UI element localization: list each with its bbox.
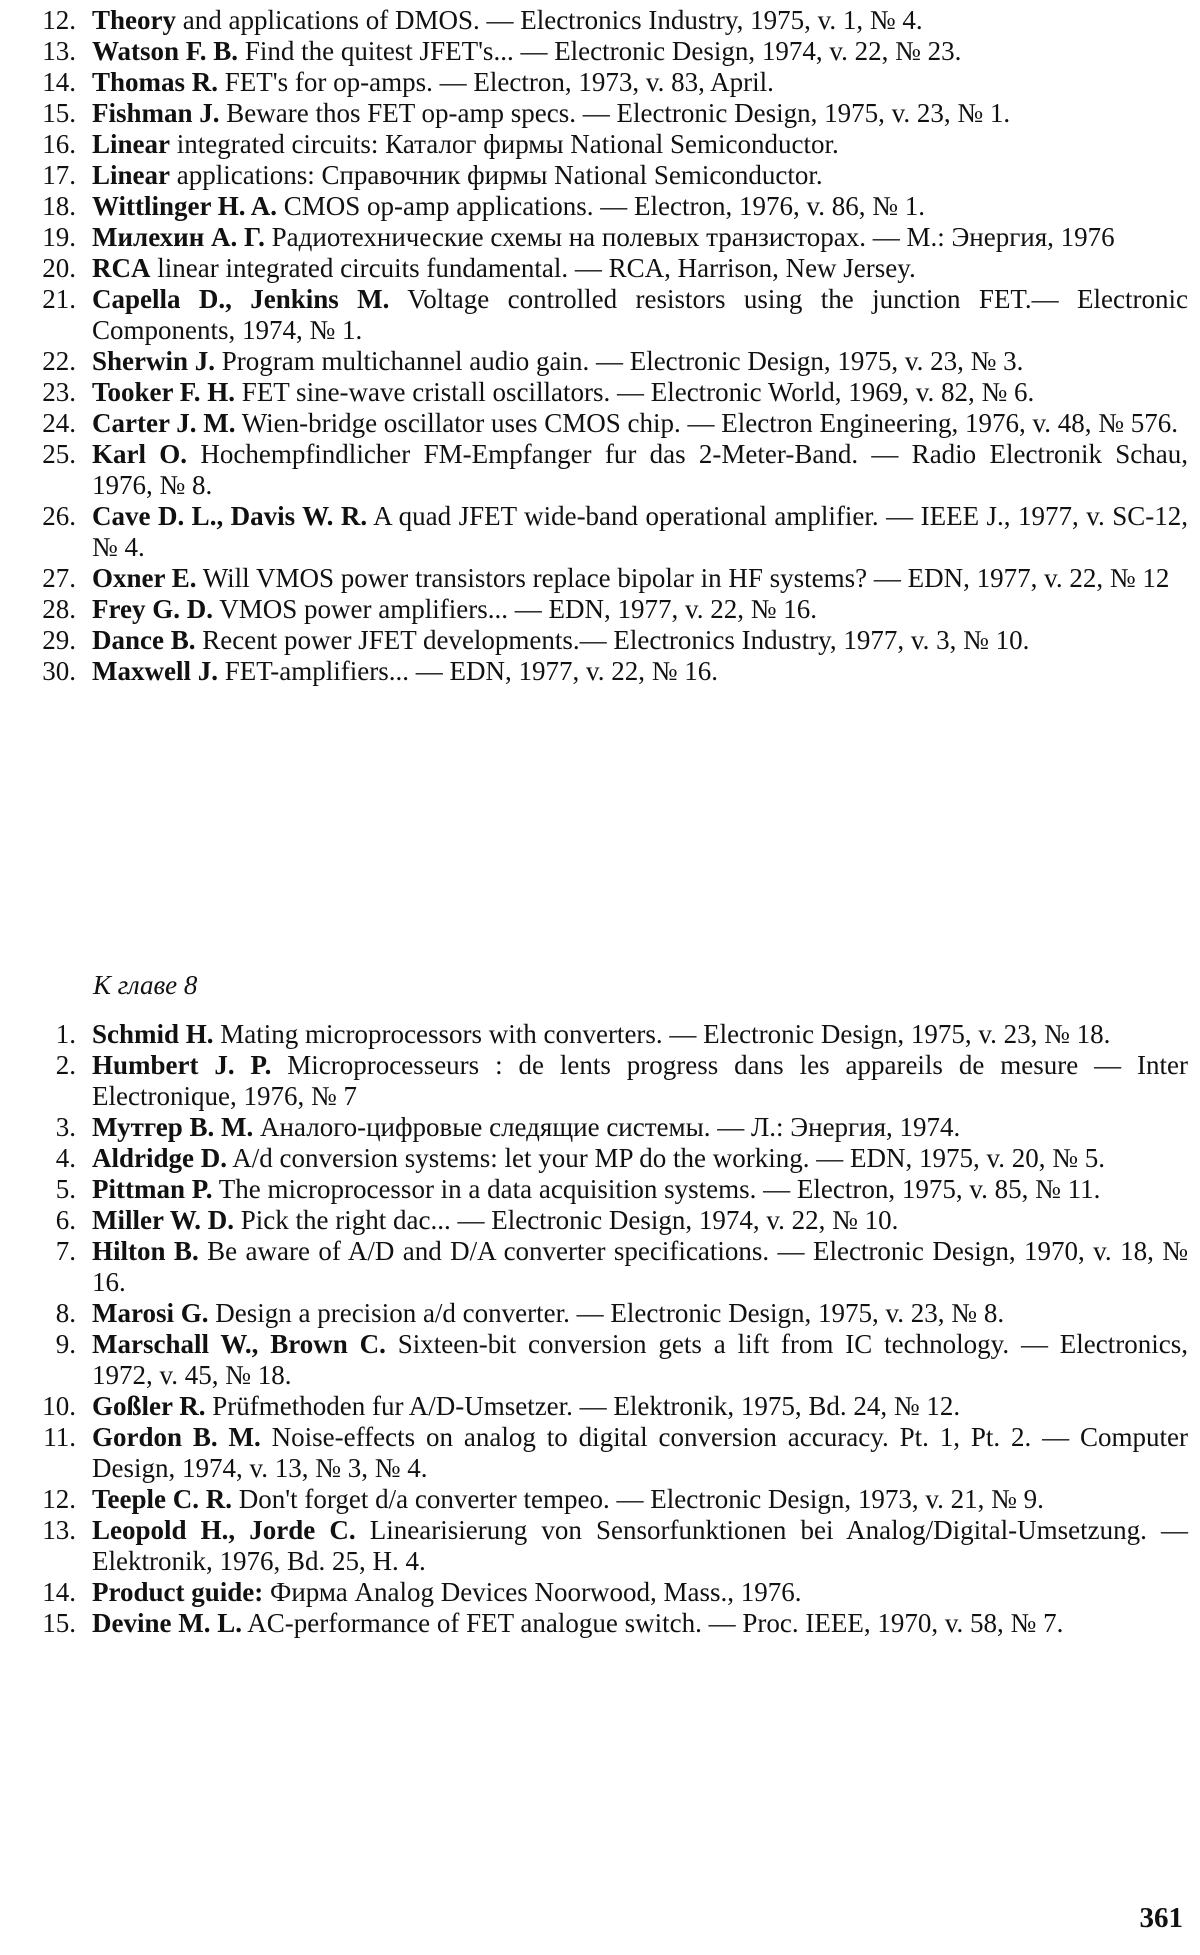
reference-item <box>28 656 1188 687</box>
reference-text: Be aware of A/D and D/A converter specifications. — Electronic Design, 1970, v. 18, № 16. <box>92 1236 1188 1297</box>
reference-number: 12. <box>28 5 76 36</box>
reference-number: 24. <box>28 408 76 439</box>
reference-text: Фирма Analog Devices Noorwood, Mass., 1976. <box>263 1577 801 1607</box>
reference-text: Sixteen-bit conversion gets a lift from IC technology. — Electronics, 1972, v. 45, № 18. <box>92 1329 1188 1390</box>
reference-text: Find the quitest JFET's... — Electronic Design, 1974, v. 22, № 23. <box>238 36 961 66</box>
reference-number: 25. <box>28 439 76 470</box>
reference-text: Microprocesseurs : de lents progress dans les appareils de mesure — Inter Electronique, 1976, № 7 <box>92 1050 1188 1111</box>
reference-text: integrated circuits: Каталог фирмы National Semiconductor. <box>170 129 839 159</box>
reference-number: 13. <box>28 36 76 67</box>
reference-item <box>28 253 1188 284</box>
reference-text: A quad JFET wide-band operational amplifier. — IEEE J., 1977, v. SC-12, № 4. <box>92 501 1188 562</box>
reference-author: Tooker F. H. <box>92 377 235 407</box>
reference-number: 3. <box>28 1112 76 1143</box>
reference-author: Schmid H. <box>92 1019 214 1049</box>
reference-author: RCA <box>92 253 151 283</box>
reference-item <box>28 67 1188 98</box>
reference-item <box>28 284 1188 346</box>
reference-text: AC-performance of FET analogue switch. — Proc. IEEE, 1970, v. 58, № 7. <box>242 1608 1063 1638</box>
reference-number: 4. <box>28 1143 76 1174</box>
reference-item <box>28 1112 1188 1143</box>
reference-text: Recent power JFET developments.— Electronics Industry, 1977, v. 3, № 10. <box>196 625 1030 655</box>
reference-item <box>28 1174 1188 1205</box>
reference-number: 13. <box>28 1515 76 1546</box>
reference-number: 11. <box>28 1422 76 1453</box>
reference-text: Don't forget d/a converter tempeo. — Electronic Design, 1973, v. 21, № 9. <box>232 1484 1044 1514</box>
reference-author: Dance B. <box>92 625 196 655</box>
reference-item <box>28 36 1188 67</box>
reference-number: 15. <box>28 98 76 129</box>
reference-text: FET sine-wave cristall oscillators. — Electronic World, 1969, v. 82, № 6. <box>235 377 1034 407</box>
reference-number: 20. <box>28 253 76 284</box>
reference-item <box>28 1577 1188 1608</box>
reference-author: Devine M. L. <box>92 1608 242 1638</box>
reference-item <box>28 377 1188 408</box>
reference-number: 23. <box>28 377 76 408</box>
reference-author: Watson F. B. <box>92 36 238 66</box>
reference-item <box>28 160 1188 191</box>
reference-text: Design a precision a/d converter. — Electronic Design, 1975, v. 23, № 8. <box>209 1298 1005 1328</box>
reference-text: applications: Справочник фирмы National Semiconductor. <box>170 160 823 190</box>
reference-author: Miller W. D. <box>92 1205 234 1235</box>
reference-text: FET-amplifiers... — EDN, 1977, v. 22, № 16. <box>218 656 718 686</box>
reference-text: Аналого-цифровые следящие системы. — Л.: Энергия, 1974. <box>253 1112 960 1142</box>
reference-list-chapter-8 <box>28 1019 1188 1639</box>
reference-text: Voltage controlled resistors using the junction FET.— Electronic Components, 1974, № 1. <box>92 284 1188 345</box>
reference-text: Prüfmethoden fur A/D-Umsetzer. — Elektronik, 1975, Bd. 24, № 12. <box>206 1391 961 1421</box>
reference-author: Linear <box>92 160 170 190</box>
reference-author: Linear <box>92 129 170 159</box>
reference-author: Humbert J. P. <box>92 1050 271 1080</box>
reference-text: Mating microprocessors with converters. — Electronic Design, 1975, v. 23, № 18. <box>214 1019 1111 1049</box>
reference-text: linear integrated circuits fundamental. — RCA, Harrison, New Jersey. <box>151 253 916 283</box>
reference-item <box>28 501 1188 563</box>
reference-author: Karl O. <box>92 439 187 469</box>
reference-text: Wien-bridge oscillator uses CMOS chip. — Electron Engineering, 1976, v. 48, № 576. <box>235 408 1178 438</box>
reference-item <box>28 5 1188 36</box>
reference-item <box>28 346 1188 377</box>
reference-item <box>28 439 1188 501</box>
reference-author: Мутгер В. М. <box>92 1112 253 1142</box>
reference-number: 12. <box>28 1484 76 1515</box>
reference-item <box>28 191 1188 222</box>
reference-number: 18. <box>28 191 76 222</box>
reference-author: Frey G. D. <box>92 594 213 624</box>
reference-number: 26. <box>28 501 76 532</box>
reference-item <box>28 1236 1188 1298</box>
reference-number: 14. <box>28 1577 76 1608</box>
reference-text: FET's for op-amps. — Electron, 1973, v. 83, April. <box>218 67 774 97</box>
reference-author: Gordon B. M. <box>92 1422 261 1452</box>
reference-number: 28. <box>28 594 76 625</box>
reference-item <box>28 1608 1188 1639</box>
reference-number: 19. <box>28 222 76 253</box>
reference-author: Theory <box>92 5 176 35</box>
reference-text: and applications of DMOS. — Electronics Industry, 1975, v. 1, № 4. <box>176 5 923 35</box>
reference-number: 5. <box>28 1174 76 1205</box>
reference-author: Marosi G. <box>92 1298 209 1328</box>
reference-author: Aldridge D. <box>92 1143 227 1173</box>
reference-number: 1. <box>28 1019 76 1050</box>
reference-number: 15. <box>28 1608 76 1639</box>
reference-author: Leopold H., Jorde C. <box>92 1515 356 1545</box>
reference-text: Радиотехнические схемы на полевых транзисторах. — М.: Энергия, 1976 <box>265 222 1115 252</box>
chapter-8-heading: К главе 8 <box>93 970 197 1001</box>
reference-author: Hilton B. <box>92 1236 199 1266</box>
reference-author: Oxner E. <box>92 563 197 593</box>
reference-author: Wittlinger H. A. <box>92 191 277 221</box>
reference-item <box>28 1391 1188 1422</box>
reference-number: 27. <box>28 563 76 594</box>
reference-author: Teeple C. R. <box>92 1484 232 1514</box>
reference-item <box>28 129 1188 160</box>
reference-text: Will VMOS power transistors replace bipolar in HF systems? — EDN, 1977, v. 22, № 12 <box>197 563 1170 593</box>
reference-item <box>28 408 1188 439</box>
reference-author: Maxwell J. <box>92 656 218 686</box>
reference-author: Carter J. M. <box>92 408 235 438</box>
reference-author: Marschall W., Brown C. <box>92 1329 386 1359</box>
reference-author: Capella D., Jenkins M. <box>92 284 389 314</box>
reference-author: Pittman P. <box>92 1174 213 1204</box>
reference-text: Hochempfindlicher FM-Empfanger fur das 2-Meter-Band. — Radio Electronik Schau, 1976, № 8. <box>92 439 1188 500</box>
reference-number: 2. <box>28 1050 76 1081</box>
reference-item <box>28 1050 1188 1112</box>
reference-number: 8. <box>28 1298 76 1329</box>
reference-author: Милехин А. Г. <box>92 222 265 252</box>
reference-number: 21. <box>28 284 76 315</box>
reference-item <box>28 1298 1188 1329</box>
reference-number: 9. <box>28 1329 76 1360</box>
reference-item <box>28 625 1188 656</box>
reference-author: Sherwin J. <box>92 346 215 376</box>
reference-number: 29. <box>28 625 76 656</box>
reference-number: 14. <box>28 67 76 98</box>
reference-list-chapter-7 <box>28 5 1188 687</box>
reference-item <box>28 98 1188 129</box>
book-page <box>0 0 1200 1955</box>
reference-item <box>28 1143 1188 1174</box>
reference-number: 10. <box>28 1391 76 1422</box>
reference-item <box>28 1205 1188 1236</box>
reference-author: Cave D. L., Davis W. R. <box>92 501 367 531</box>
reference-text: VMOS power amplifiers... — EDN, 1977, v. 22, № 16. <box>213 594 817 624</box>
reference-author: Thomas R. <box>92 67 218 97</box>
reference-text: Program multichannel audio gain. — Electronic Design, 1975, v. 23, № 3. <box>215 346 1023 376</box>
reference-author: Goßler R. <box>92 1391 206 1421</box>
reference-item <box>28 1515 1188 1577</box>
reference-item <box>28 1422 1188 1484</box>
reference-author: Product guide: <box>92 1577 263 1607</box>
reference-item <box>28 1019 1188 1050</box>
reference-number: 6. <box>28 1205 76 1236</box>
reference-text: CMOS op-amp applications. — Electron, 1976, v. 86, № 1. <box>277 191 925 221</box>
reference-item <box>28 563 1188 594</box>
reference-text: Beware thos FET op-amp specs. — Electronic Design, 1975, v. 23, № 1. <box>220 98 1011 128</box>
reference-number: 16. <box>28 129 76 160</box>
reference-author: Fishman J. <box>92 98 220 128</box>
reference-item <box>28 222 1188 253</box>
reference-text: Noise-effects on analog to digital conversion accuracy. Pt. 1, Pt. 2. — Computer Design, 1974, v. 13, № 3, № 4. <box>92 1422 1188 1483</box>
page-number: 361 <box>1140 1903 1184 1934</box>
reference-item <box>28 1329 1188 1391</box>
reference-number: 30. <box>28 656 76 687</box>
reference-text: The microprocessor in a data acquisition systems. — Electron, 1975, v. 85, № 11. <box>213 1174 1101 1204</box>
reference-number: 22. <box>28 346 76 377</box>
reference-item <box>28 1484 1188 1515</box>
reference-item <box>28 594 1188 625</box>
reference-number: 17. <box>28 160 76 191</box>
reference-text: A/d conversion systems: let your MP do the working. — EDN, 1975, v. 20, № 5. <box>227 1143 1105 1173</box>
reference-number: 7. <box>28 1236 76 1267</box>
reference-text: Pick the right dac... — Electronic Design, 1974, v. 22, № 10. <box>234 1205 898 1235</box>
reference-text: Linearisierung von Sensorfunktionen bei Analog/Digital-Umsetzung. — Elektronik, 1976, Bd. 25, H. 4. <box>92 1515 1188 1576</box>
